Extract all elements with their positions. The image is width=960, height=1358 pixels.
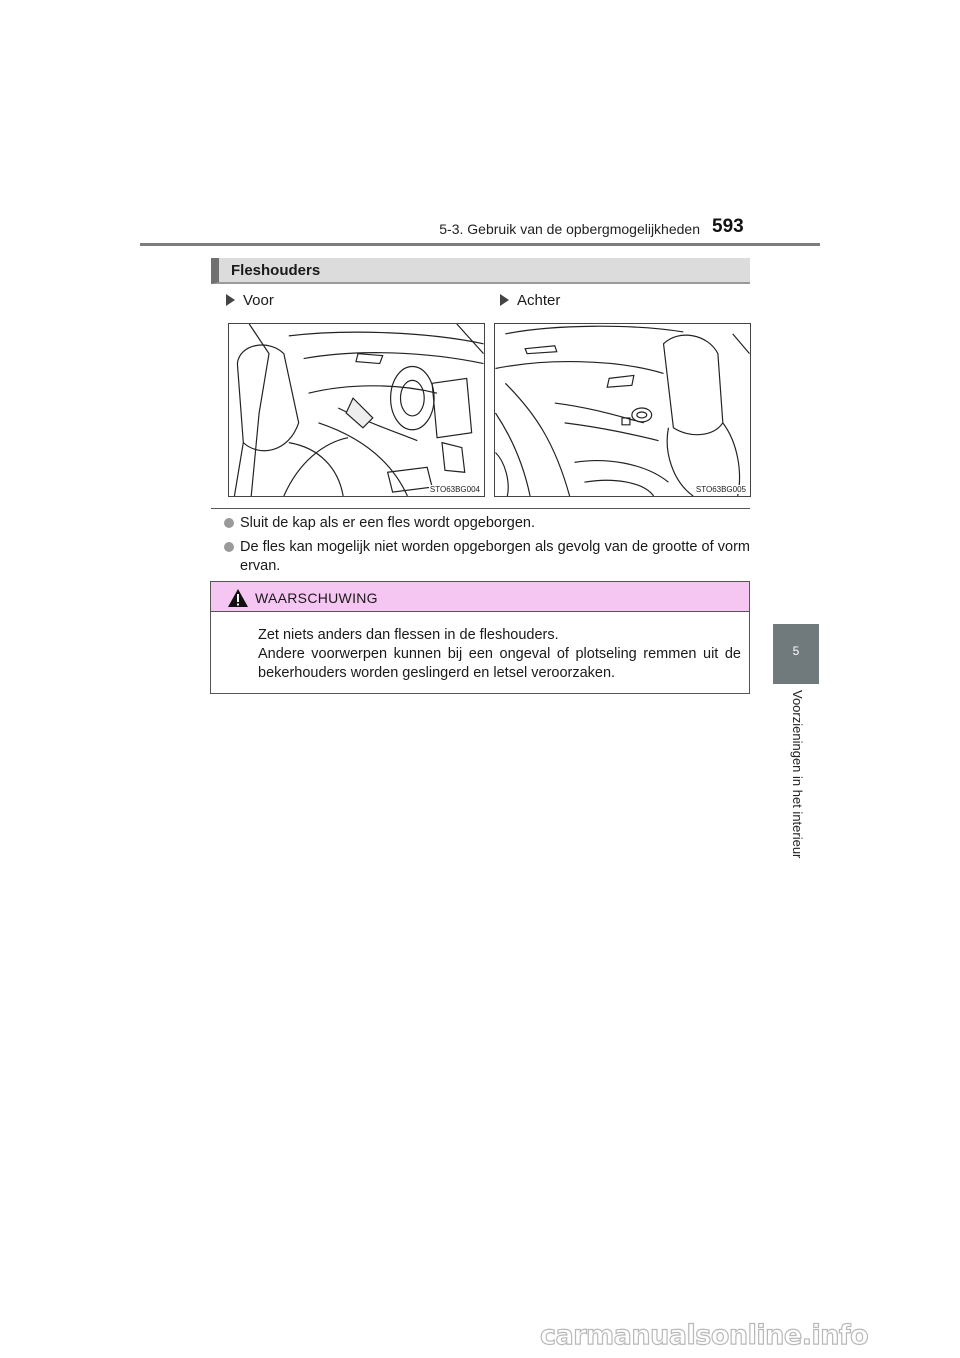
bullet-dot-icon [224,518,234,528]
chapter-title: Voorzieningen in het interieur [790,690,805,859]
figure-divider [211,508,750,509]
front-cabin-drawing [229,324,484,496]
figure-code: STO63BG005 [695,485,746,494]
header-rule [140,243,820,246]
bullet-item: De fles kan mogelijk niet worden opgeborgen als gevolg van de grootte of vorm ervan. [224,538,750,576]
figure-label-front: Voor [226,292,274,309]
rear-cabin-drawing [495,324,750,496]
warning-triangle-icon [227,588,249,608]
bullet-dot-icon [224,542,234,552]
warning-title: WAARSCHUWING [255,590,378,606]
warning-header [211,582,749,612]
section-title: Fleshouders [231,262,321,279]
warning-box [210,581,750,694]
section-heading-bar [211,258,750,284]
watermark: carmanualsonline.info [540,1320,869,1351]
triangle-bullet-icon [500,294,509,306]
chapter-tab: 5 [773,624,819,684]
running-header: 5-3. Gebruik van de opbergmogelijkheden [439,221,700,237]
figure-code: STO63BG004 [429,485,480,494]
page-number: 593 [712,216,744,237]
bullet-item: Sluit de kap als er een fles wordt opgeborgen. [224,514,750,533]
front-bottle-holder-illustration [228,323,485,497]
rear-bottle-holder-illustration [494,323,751,497]
triangle-bullet-icon [226,294,235,306]
warning-text: Zet niets anders dan flessen in de fleshouders. Andere voorwerpen kunnen bij een ongeval of plotseling remmen uit de bekerhouders worden geslingerd en letsel veroorzaken. [258,627,741,681]
figure-label-rear: Achter [500,292,560,309]
